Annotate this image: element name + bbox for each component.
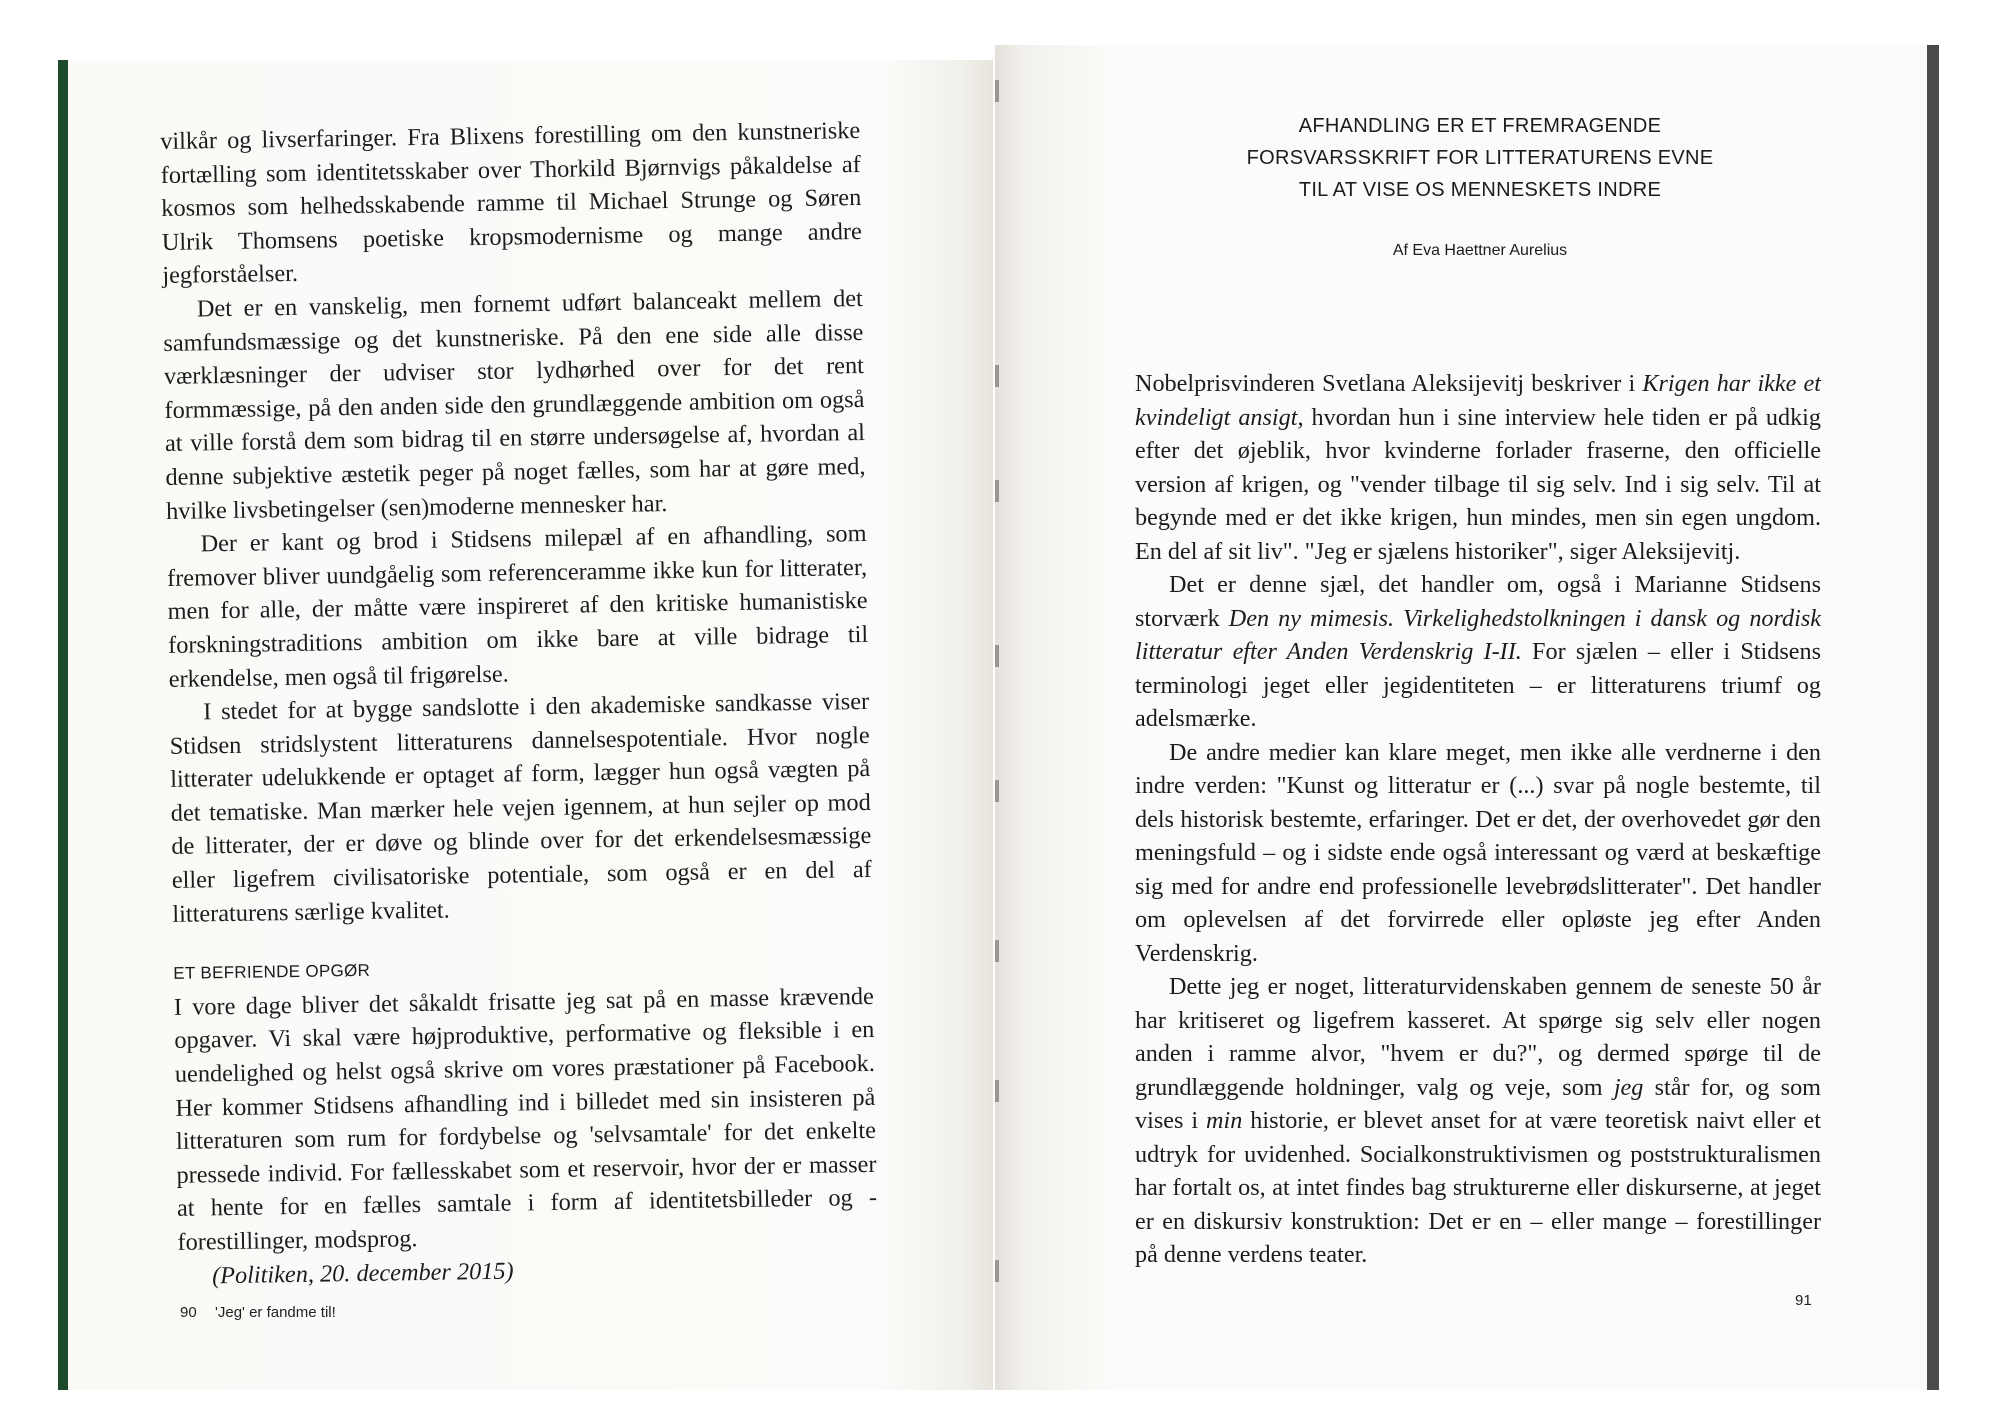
paragraph: Dette jeg er noget, litteraturvidenskaben gennem de seneste 50 år har kritiseret og ligefrem kasseret. At spørge sig selv eller nogen anden i ramme alvor, "hvem er du?", og dermed spørge til de grundlæggende holdninger, valg og veje, som jeg står for, og som vises i min historie, er blevet anset for at være teoretisk naivt eller et udtryk for uvidenhed. Socialkonstruktivismen og poststrukturalismen har fortalt os, at intet findes bag strukturerne eller diskurserne, at jeget er en diskursiv konstruktion: Det er en – eller mange – forestillinger på denne verdens teater. — [1135, 973, 1821, 1268]
paragraph: Det er en vanskelig, men fornemt udført balanceakt mellem det samfundsmæssige og det kunstneriske. På den ene side alle disse værklæsninger der udviser stor lydhørhed over for det rent formmæssige, på den anden side den grundlæggende ambition om også at ville forstå dem som bidrag til en større undersøgelse af, hvordan al denne subjektive æstetik peger på noget fælles, som har at gøre med, hvilke livsbetingelser (sen)moderne mennesker har. — [163, 284, 866, 525]
left-page-text — [160, 114, 878, 1293]
paragraph: I vore dage bliver det såkaldt frisatte jeg sat på en masse krævende opgaver. Vi skal være højproduktive, performative og fleksible i en uendelighed og helst også skrive om vores præstationer på Facebook. Her kommer Stidsens afhandling ind i billedet med sin insisteren på litteraturen som rum for fordybelse og 'selvsamtale' for det enkelte pressede individ. For fællesskabet som et reservoir, hvor der er masser at hente for en fælles samtale i form af identitetsbilleder og -forestillinger, modsprog. — [173, 982, 878, 1256]
paragraph: Nobelprisvinderen Svetlana Aleksijevitj beskriver i Krigen har ikke et kvindeligt ansigt, hvordan hun i sine interview hele tiden er på udkig efter det øjeblik, hvor kvinderne forlader fraserne, den officielle version af krigen, og "vender tilbage til sig selv. Ind i sig selv. Til at begynde med er det ikke krigen, hun mindes, men sin egen ungdom. En del af sit liv". "Jeg er sjælens historiker", siger Aleksijevitj. — [1135, 370, 1821, 565]
right-page-text — [1135, 367, 1821, 1272]
page-number-right: 91 — [1795, 1292, 1812, 1309]
byline: Af Eva Haettner Aurelius — [1392, 242, 1568, 259]
page-number-left: 90 — [180, 1304, 197, 1321]
source-citation: (Politiken, 20. december 2015) — [211, 1257, 514, 1289]
title-line: AFHANDLING ER ET FREMRAGENDE — [1298, 115, 1662, 137]
title-line: FORSVARSSKRIFT FOR LITTERATURENS EVNE — [1246, 147, 1714, 169]
paragraph: Det er denne sjæl, det handler om, også i Marianne Stidsens storværk Den ny mimesis. Virkelighedstolkningen i dansk og nordisk litteratur efter Anden Verdenskrig I-II. For sjælen – eller i Stidsens terminologi jeget eller jegidentiteten – er litteraturens triumf og adelsmærke. — [1135, 571, 1822, 732]
paragraph: Der er kant og brod i Stidsens milepæl af en afhandling, som fremover bliver uundgåelig som referenceramme ikke kun for litterater, men for alle, der måtte være inspireret af den kritiske humanistiske forskningstraditions ambition om ikke bare at ville bidrage til erkendelse, men også til frigørelse. — [166, 520, 869, 693]
running-title: 'Jeg' er fandme til! — [215, 1304, 336, 1321]
paragraph: vilkår og livserfaringer. Fra Blixens forestilling om den kunstneriske fortælling som identitetsskaber over Thorkild Bjørnvigs påkaldelse af kosmos som helhedsskabende ramme til Michael Strunge og Søren Ulrik Thomsens poetiske kropsmodernisme og mange andre jegforståelser. — [160, 117, 862, 290]
article-title — [1140, 110, 1820, 206]
paragraph: De andre medier kan klare meget, men ikke alle verdnerne i den indre verden: "Kunst og litteratur er (...) svar på nogle bestemte, til dels historisk bestemte, erfaringer. Det er det, der overhovedet gør den meningsfuld – og i sidste ende også interessant og værd at beskæftige sig med for andre end professionelle levebrødslitterater". Det handler om oplevelsen af det forvirrede eller opløste jeg efter Anden Verdenskrig. — [1135, 738, 1821, 967]
section-heading: ET BEFRIENDE OPGØR — [173, 961, 371, 984]
left-book-edge — [58, 60, 68, 1390]
binding-stitches — [995, 80, 1003, 1340]
right-book-edge — [1927, 45, 1939, 1390]
title-line: TIL AT VISE OS MENNESKETS INDRE — [1298, 179, 1662, 201]
paragraph: I stedet for at bygge sandslotte i den akademiske sandkasse viser Stidsen stridslystent litteraturens dannelsespotentiale. Hvor nogle litterater udelukkende er optaget af form, lægger hun også vægten på det tematiske. Man mærker hele vejen igennem, at hun sejler op mod de litterater, der er døve og blinde over for det erkendelsesmæssige eller ligefrem civilisatoriske potentiale, som også er en del af litteraturens særlige kvalitet. — [169, 688, 872, 928]
